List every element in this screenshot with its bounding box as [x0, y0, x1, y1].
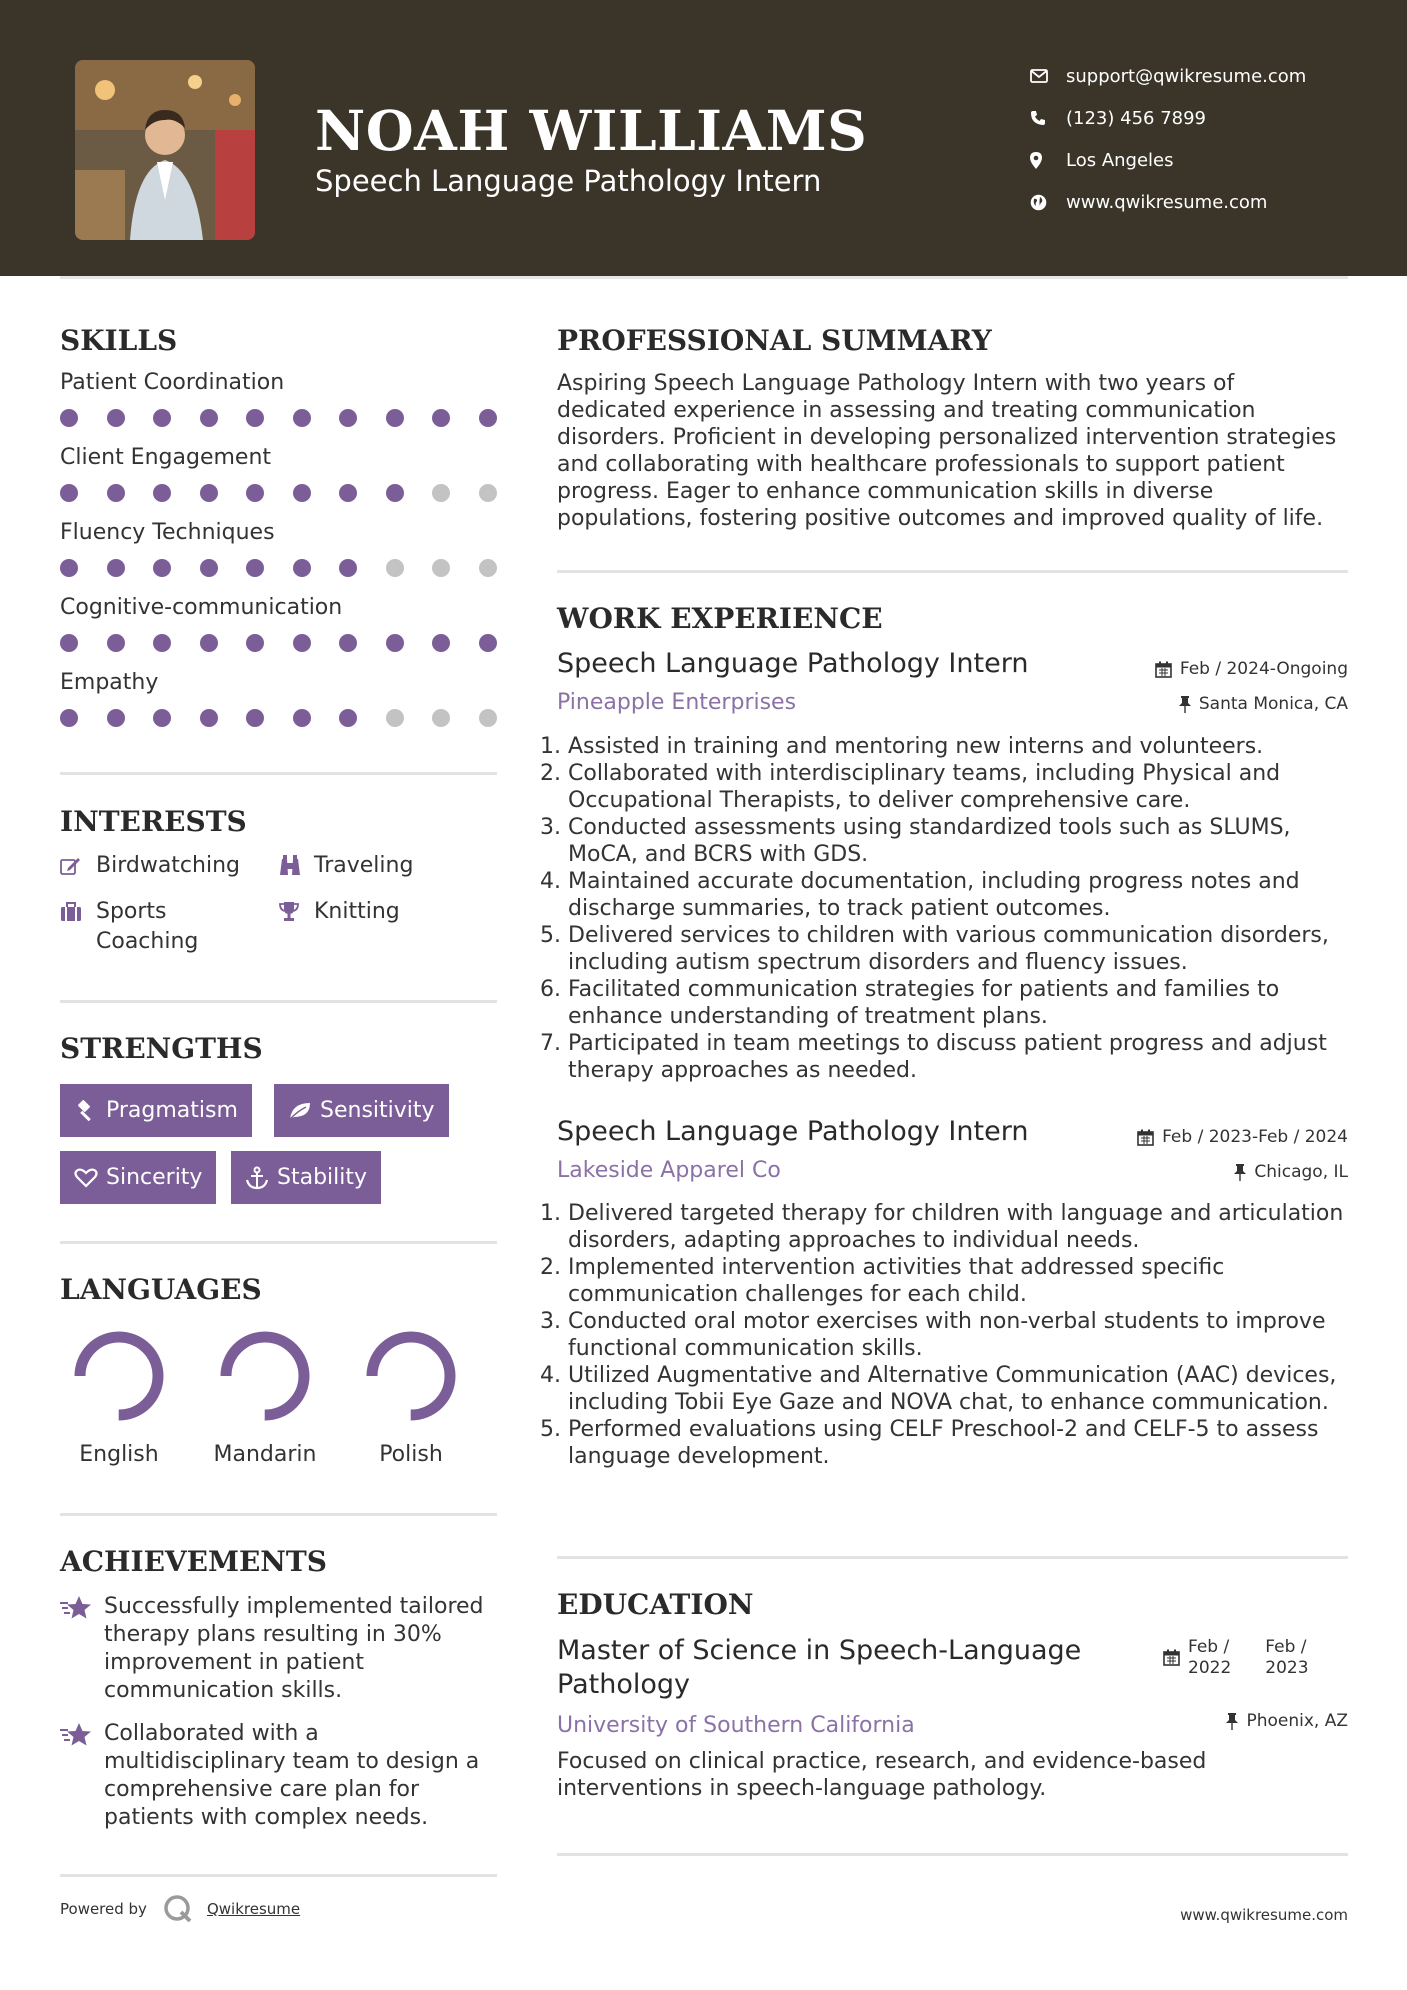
rating-dot-filled: [339, 559, 357, 577]
rating-dot-filled: [246, 559, 264, 577]
language-level-arc: [80, 1337, 158, 1415]
interests-heading: INTERESTS: [60, 805, 247, 838]
strength-tag: [231, 1151, 381, 1204]
rating-dot-filled: [246, 484, 264, 502]
contact-website-text: www.qwikresume.com: [1066, 191, 1268, 213]
skill-name: Empathy: [60, 670, 159, 695]
rating-dot-filled: [432, 634, 450, 652]
rating-dot-empty: [386, 709, 404, 727]
gavel-icon: [74, 1100, 106, 1122]
education-heading: EDUCATION: [557, 1588, 754, 1621]
rating-dot-filled: [432, 409, 450, 427]
skill-rating: [60, 709, 497, 727]
rating-dot-filled: [293, 484, 311, 502]
job-location: [1179, 694, 1348, 714]
rating-dot-filled: [246, 409, 264, 427]
candidate-title: Speech Language Pathology Intern: [315, 164, 822, 198]
contact-email-text: support@qwikresume.com: [1066, 65, 1307, 87]
rating-dot-filled: [339, 634, 357, 652]
calendar-icon: [1155, 661, 1172, 678]
rating-dot-empty: [432, 709, 450, 727]
rating-dot-empty: [432, 484, 450, 502]
education-location-text: Phoenix, AZ: [1246, 1711, 1348, 1731]
calendar-icon: [1163, 1649, 1180, 1666]
responsibility-item: 7. Participated in team meetings to discuss patient progress and adjust therapy approaches as needed.: [568, 1030, 1348, 1084]
job-dates: [1155, 659, 1348, 679]
rating-dot-filled: [60, 409, 78, 427]
interest-label: Knitting: [314, 899, 400, 924]
job-location-text: Santa Monica, CA: [1198, 694, 1348, 714]
rating-dot-filled: [107, 409, 125, 427]
envelope-icon: [1030, 69, 1066, 83]
responsibility-item: 4. Utilized Augmentative and Alternative Communication (AAC) devices, including Tobii Eye Gaze and NOVA chat, to enhance communication.: [568, 1362, 1348, 1416]
responsibility-item: 1. Delivered targeted therapy for children with language and articulation disorders, adapting approaches to individual needs.: [568, 1200, 1348, 1254]
rating-dot-filled: [153, 634, 171, 652]
responsibility-item: 5. Delivered services to children with various communication disorders, including autism spectrum disorders and fluency issues.: [568, 922, 1348, 976]
brand-link[interactable]: Qwikresume: [206, 1900, 301, 1918]
rating-dot-filled: [386, 634, 404, 652]
rating-dot-filled: [60, 559, 78, 577]
contact-location: [1030, 139, 1306, 181]
rating-dot-filled: [339, 709, 357, 727]
footer-powered-by: [60, 1894, 300, 1924]
education-location: [1226, 1711, 1348, 1731]
interest-label: Sports Coaching: [96, 899, 199, 954]
summary-heading: PROFESSIONAL SUMMARY: [557, 324, 992, 357]
strengths-heading: STRENGTHS: [60, 1032, 263, 1065]
skill-rating: [60, 409, 497, 427]
interest-item: [60, 851, 240, 881]
resume-header: [0, 0, 1407, 276]
anchor-icon: [245, 1166, 277, 1190]
job-company: Lakeside Apparel Co: [557, 1158, 781, 1183]
strength-tag: [274, 1084, 449, 1137]
rating-dot-empty: [386, 559, 404, 577]
language-level-ring: [215, 1326, 315, 1426]
rating-dot-filled: [200, 484, 218, 502]
contact-list: [1030, 55, 1306, 223]
section-divider: [60, 1000, 497, 1003]
interest-label: Birdwatching: [96, 853, 240, 878]
education-description: Focused on clinical practice, research, and evidence-based interventions in speech-language pathology.: [557, 1749, 1207, 1801]
rating-dot-filled: [107, 559, 125, 577]
section-divider: [60, 1513, 497, 1516]
calendar-icon: [1137, 1129, 1154, 1146]
language-name: English: [79, 1442, 159, 1467]
phone-icon: [1030, 110, 1066, 126]
achievement-item: [60, 1593, 497, 1705]
globe-icon: [1030, 194, 1066, 211]
achievement-text: Successfully implemented tailored therapy plans resulting in 30% improvement in patient communication skills.: [104, 1594, 484, 1703]
education-start-year: 2022: [1188, 1658, 1232, 1678]
rating-dot-filled: [200, 634, 218, 652]
strength-label: Sincerity: [106, 1165, 203, 1190]
skill-rating: [60, 484, 497, 502]
contact-email[interactable]: [1030, 55, 1306, 97]
languages-heading: LANGUAGES: [60, 1273, 262, 1306]
education-end-year: 2023: [1265, 1658, 1309, 1678]
job-title: Speech Language Pathology Intern: [557, 648, 1029, 679]
rating-dot-filled: [153, 409, 171, 427]
star-icon: [60, 1720, 104, 1832]
strength-label: Stability: [277, 1165, 368, 1190]
strength-tag: [60, 1084, 252, 1137]
strength-label: Pragmatism: [106, 1098, 238, 1123]
skill-item: [60, 670, 497, 727]
rating-dot-filled: [293, 559, 311, 577]
responsibility-item: 3. Conducted oral motor exercises with non-verbal students to improve functional communication skills.: [568, 1308, 1348, 1362]
contact-location-text: Los Angeles: [1066, 149, 1174, 171]
responsibility-item: 2. Implemented intervention activities that addressed specific communication challenges for each child.: [568, 1254, 1348, 1308]
strength-tag: [60, 1151, 216, 1204]
language-item: [59, 1326, 179, 1467]
skill-item: [60, 520, 497, 577]
job-dates: [1137, 1127, 1348, 1147]
achievement-item: [60, 1720, 497, 1832]
responsibility-item: 2. Collaborated with interdisciplinary teams, including Physical and Occupational Therapists, to deliver comprehensive care.: [568, 760, 1348, 814]
job-location-text: Chicago, IL: [1254, 1162, 1348, 1182]
interest-item: [60, 897, 260, 957]
heart-icon: [74, 1168, 106, 1188]
education-school: University of Southern California: [557, 1713, 915, 1738]
skill-name: Client Engagement: [60, 445, 272, 470]
candidate-name: NOAH WILLIAMS: [315, 98, 868, 163]
strength-label: Sensitivity: [320, 1098, 435, 1123]
rating-dot-filled: [479, 634, 497, 652]
responsibility-item: 6. Facilitated communication strategies for patients and families to enhance understanding of treatment plans.: [568, 976, 1348, 1030]
job-title: Speech Language Pathology Intern: [557, 1116, 1029, 1147]
trophy-icon: [278, 897, 314, 927]
powered-by-text: Powered by: [60, 1900, 147, 1918]
rating-dot-filled: [386, 484, 404, 502]
edit-icon: [60, 851, 96, 881]
section-divider: [557, 570, 1348, 573]
section-divider: [60, 1241, 497, 1244]
job-responsibilities: [550, 733, 1348, 1084]
responsibility-item: 3. Conducted assessments using standardized tools such as SLUMS, MoCA, and BCRS with GDS.: [568, 814, 1348, 868]
skill-item: [60, 595, 497, 652]
rating-dot-filled: [107, 634, 125, 652]
language-level-ring: [361, 1326, 461, 1426]
leaf-icon: [288, 1101, 320, 1121]
language-name: Mandarin: [213, 1442, 317, 1467]
section-divider: [60, 772, 497, 775]
rating-dot-filled: [200, 409, 218, 427]
skill-rating: [60, 559, 497, 577]
responsibility-item: 1. Assisted in training and mentoring new interns and volunteers.: [568, 733, 1348, 760]
footer-website[interactable]: www.qwikresume.com: [1180, 1906, 1348, 1924]
contact-phone[interactable]: [1030, 97, 1306, 139]
section-divider: [557, 1556, 1348, 1559]
language-item: [351, 1326, 471, 1467]
job-dates-text: Feb / 2024-Ongoing: [1179, 659, 1348, 679]
rating-dot-filled: [153, 709, 171, 727]
education-start: [1188, 1637, 1231, 1679]
language-level-arc: [372, 1337, 450, 1415]
rating-dot-filled: [153, 484, 171, 502]
responsibility-item: 4. Maintained accurate documentation, including progress notes and discharge summaries, to track patient outcomes.: [568, 868, 1348, 922]
header-divider: [60, 276, 1348, 279]
briefcase-icon: [60, 897, 96, 927]
degree-title: Master of Science in Speech-Language Pathology: [557, 1635, 1082, 1700]
profile-photo: [75, 60, 255, 240]
rating-dot-filled: [153, 559, 171, 577]
rating-dot-filled: [200, 559, 218, 577]
skill-item: [60, 445, 497, 502]
job-location: [1234, 1162, 1348, 1182]
skills-heading: SKILLS: [60, 324, 178, 357]
rating-dot-filled: [60, 709, 78, 727]
rating-dot-empty: [479, 484, 497, 502]
education-end-month: Feb /: [1265, 1637, 1307, 1657]
skill-rating: [60, 634, 497, 652]
rating-dot-filled: [246, 709, 264, 727]
job-dates-text: Feb / 2023-Feb / 2024: [1162, 1127, 1348, 1147]
skill-name: Patient Coordination: [60, 370, 285, 395]
section-divider: [60, 1874, 497, 1877]
rating-dot-filled: [479, 409, 497, 427]
rating-dot-filled: [293, 634, 311, 652]
experience-heading: WORK EXPERIENCE: [557, 602, 883, 635]
language-level-arc: [226, 1337, 304, 1415]
rating-dot-filled: [60, 634, 78, 652]
rating-dot-filled: [293, 709, 311, 727]
achievements-heading: ACHIEVEMENTS: [60, 1545, 327, 1578]
contact-website[interactable]: [1030, 181, 1306, 223]
achievement-text: Collaborated with a multidisciplinary team to design a comprehensive care plan for patients with complex needs.: [104, 1721, 480, 1830]
education-start-month: Feb /: [1188, 1637, 1230, 1657]
section-divider: [557, 1853, 1348, 1856]
rating-dot-filled: [200, 709, 218, 727]
binoculars-icon: [278, 851, 314, 881]
rating-dot-filled: [339, 409, 357, 427]
education-dates: [1163, 1637, 1309, 1679]
language-name: Polish: [379, 1442, 443, 1467]
rating-dot-filled: [293, 409, 311, 427]
language-item: [205, 1326, 325, 1467]
skill-name: Fluency Techniques: [60, 520, 275, 545]
pushpin-icon: [1179, 696, 1191, 713]
language-level-ring: [69, 1326, 169, 1426]
qwikresume-logo-icon: [163, 1894, 193, 1924]
interest-label: Traveling: [314, 853, 414, 878]
rating-dot-filled: [60, 484, 78, 502]
interest-item: [278, 897, 400, 927]
star-icon: [60, 1593, 104, 1705]
rating-dot-filled: [107, 709, 125, 727]
job-responsibilities: [550, 1200, 1348, 1470]
job-company: Pineapple Enterprises: [557, 690, 797, 715]
pushpin-icon: [1234, 1164, 1246, 1181]
rating-dot-filled: [339, 484, 357, 502]
map-pin-icon: [1030, 152, 1066, 169]
rating-dot-empty: [479, 709, 497, 727]
rating-dot-filled: [107, 484, 125, 502]
pushpin-icon: [1226, 1713, 1238, 1730]
responsibility-item: 5. Performed evaluations using CELF Preschool-2 and CELF-5 to assess language development.: [568, 1416, 1348, 1470]
rating-dot-empty: [432, 559, 450, 577]
interest-item: [278, 851, 413, 881]
contact-phone-text: (123) 456 7899: [1066, 107, 1207, 129]
skill-name: Cognitive-communication: [60, 595, 343, 620]
rating-dot-empty: [479, 559, 497, 577]
skill-item: [60, 370, 497, 427]
education-end: [1265, 1637, 1308, 1679]
rating-dot-filled: [246, 634, 264, 652]
rating-dot-filled: [386, 409, 404, 427]
summary-text: Aspiring Speech Language Pathology Intern with two years of dedicated experience in assessing and treating communication disorders. Proficient in developing personalized intervention strategies and collaborating with healthcare professionals to support patient progress. Eager to enhance communication skills in diverse populations, fostering positive outcomes and improved quality of life.: [557, 371, 1337, 531]
